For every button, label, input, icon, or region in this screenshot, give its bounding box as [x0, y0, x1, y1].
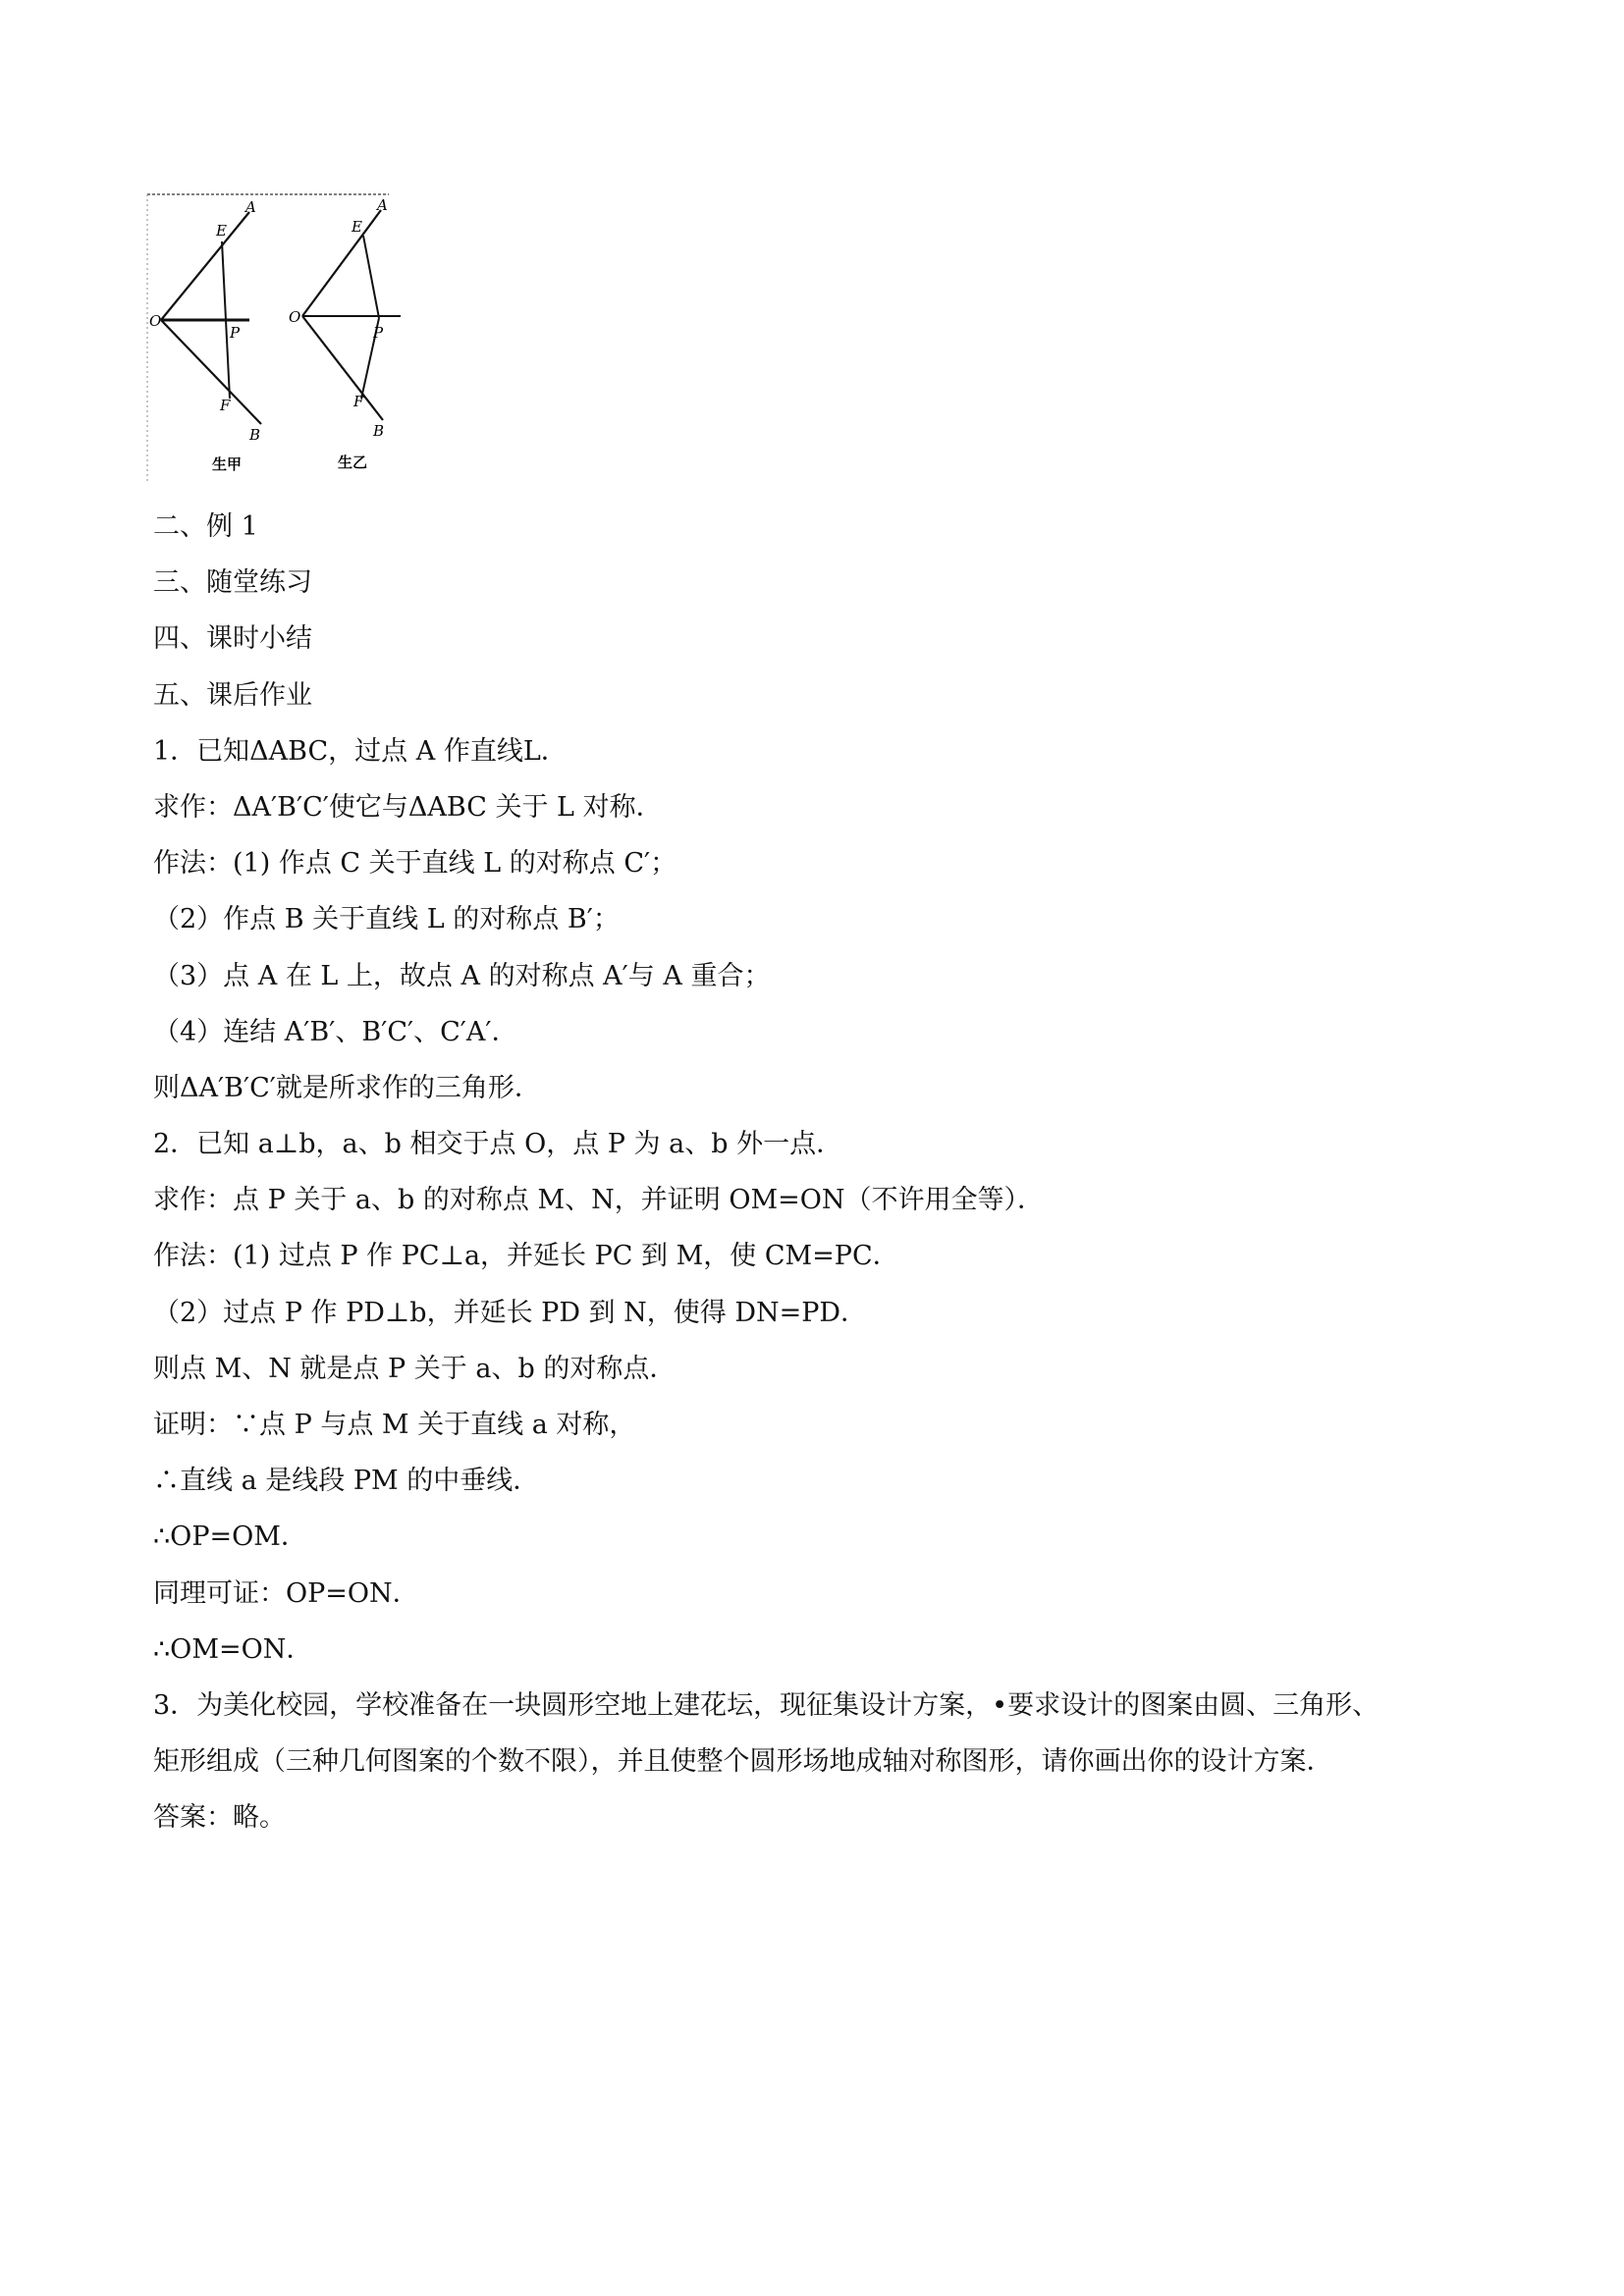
problem-1-step-3: （3）点 A 在 L 上，故点 A 的对称点 A′与 A 重合；: [153, 960, 771, 991]
label-f: F: [353, 393, 364, 410]
problem-1-task: 求作：ΔA′B′C′使它与ΔABC 关于 L 对称．: [153, 791, 663, 823]
problem-2-task: 求作：点 P 关于 a、b 的对称点 M、N，并证明 OM=ON（不许用全等）．: [153, 1185, 1044, 1216]
right-diagram: [289, 196, 401, 471]
caption-left: 生甲: [212, 455, 243, 473]
label-p: P: [373, 324, 384, 342]
label-o: O: [289, 308, 301, 326]
answer-line: 答案：略。: [153, 1802, 286, 1834]
section-example: 二、例 1: [153, 511, 258, 542]
problem-1-step-2: （2）作点 B 关于直线 L 的对称点 B′；: [153, 904, 620, 935]
proof-line-3: ∴OP=OM．: [153, 1522, 307, 1553]
problem-1-step-1: 作法：(1) 作点 C 关于直线 L 的对称点 C′；: [153, 848, 677, 880]
problem-1-statement: 1．已知ΔABC，过点 A 作直线L．: [153, 735, 568, 767]
label-b: B: [373, 422, 385, 440]
problem-3-line-1: 3．为美化校园，学校准备在一块圆形空地上建花坛，现征集设计方案，•要求设计的图案由圆、三角形、: [153, 1689, 1380, 1721]
problem-2-statement: 2．已知 a⊥b，a、b 相交于点 O，点 P 为 a、b 外一点．: [153, 1129, 843, 1160]
label-a: A: [377, 196, 388, 214]
problem-1-step-4: （4）连结 A′B′、B′C′、C′A′．: [153, 1016, 518, 1047]
problem-3-line-2: 矩形组成（三种几何图案的个数不限），并且使整个圆形场地成轴对称图形，请你画出你的设计方案．: [153, 1746, 1333, 1778]
section-practice: 三、随堂练习: [153, 567, 312, 599]
proof-line-1: 证明：∵点 P 与点 M 关于直线 a 对称，: [153, 1410, 636, 1440]
label-f: F: [220, 397, 231, 414]
problem-2-step-2: （2）过点 P 作 PD⊥b，并延长 PD 到 N，使得 DN=PD．: [153, 1297, 868, 1328]
left-diagram: [149, 198, 261, 473]
problem-1-conclusion: 则ΔA′B′C′就是所求作的三角形．: [153, 1072, 541, 1103]
section-homework: 五、课后作业: [153, 679, 312, 711]
proof-line-2: ∴直线 a 是线段 PM 的中垂线．: [153, 1466, 540, 1497]
construction-diagram: [145, 192, 401, 483]
caption-right: 生乙: [338, 454, 368, 471]
problem-2-conclusion: 则点 M、N 就是点 P 关于 a、b 的对称点．: [153, 1353, 677, 1384]
ray-ob: [302, 316, 383, 420]
label-e: E: [352, 218, 362, 236]
ray-oa: [161, 212, 249, 320]
label-o: O: [149, 312, 162, 330]
label-e: E: [216, 222, 227, 240]
ray-ob: [161, 320, 261, 424]
label-a: A: [245, 198, 256, 216]
label-b: B: [249, 426, 261, 444]
angle-bisector-figure: [145, 192, 401, 483]
segment-ep: [363, 236, 379, 318]
section-summary: 四、课时小结: [153, 623, 312, 655]
proof-line-4: 同理可证：OP=ON．: [153, 1577, 419, 1609]
problem-2-step-1: 作法：(1) 过点 P 作 PC⊥a，并延长 PC 到 M，使 CM=PC．: [153, 1241, 899, 1272]
proof-line-5: ∴OM=ON．: [153, 1633, 313, 1665]
label-p: P: [230, 324, 241, 342]
document-body: [153, 499, 1508, 1846]
